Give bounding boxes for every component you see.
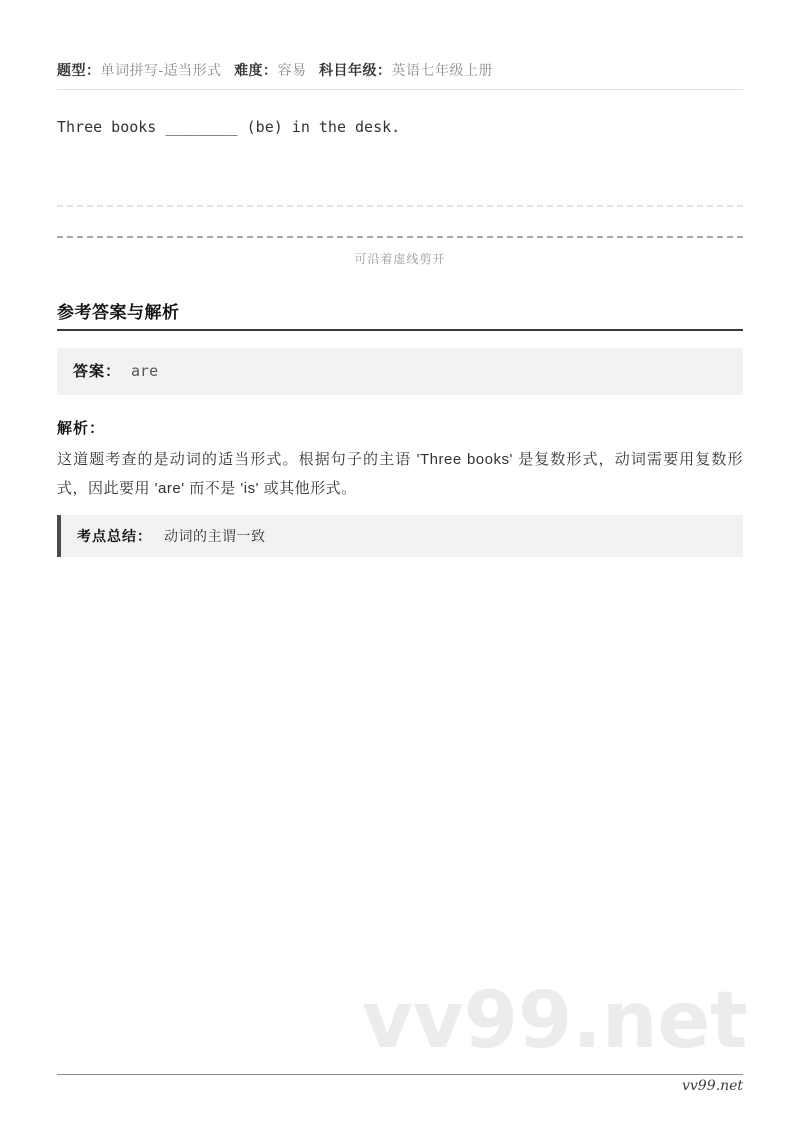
question-meta-row — [57, 60, 743, 80]
subject-grade-value: 英语七年级上册 — [391, 62, 493, 78]
answer-section-title: 参考答案与解析 — [57, 303, 180, 322]
question-type-value: 单词拼写-适当形式 — [100, 62, 222, 78]
difficulty-label: 难度： — [234, 62, 278, 78]
cut-line-dark — [57, 236, 743, 238]
footer-site-text: vv99.net — [681, 1078, 743, 1094]
question-text: Three books ________ (be) in the desk. — [57, 118, 401, 136]
question-type-label: 题型： — [57, 62, 101, 78]
page-footer — [57, 1074, 743, 1094]
keypoint-value: 动词的主谓一致 — [164, 528, 266, 544]
analysis-text: 这道题考查的是动词的适当形式。根据句子的主语 'Three books' 是复数形式，动词需要用复数形式，因此要用 'are' 而不是 'is' 或其他形式。 — [57, 451, 743, 497]
answer-section-divider — [57, 329, 743, 331]
analysis-label: 解析： — [57, 420, 106, 437]
header-divider — [57, 89, 743, 90]
cut-line-light — [57, 205, 743, 207]
cut-note-text: 可沿着虚线剪开 — [354, 252, 446, 266]
answer-value: are — [131, 362, 159, 380]
keypoint-box — [57, 515, 743, 557]
difficulty-value: 容易 — [277, 62, 307, 78]
watermark-text: vv99.net — [362, 976, 748, 1066]
keypoint-label: 考点总结： — [77, 528, 152, 544]
answer-box — [57, 348, 743, 395]
subject-grade-label: 科目年级： — [318, 62, 392, 78]
answer-label: 答案： — [73, 363, 122, 380]
